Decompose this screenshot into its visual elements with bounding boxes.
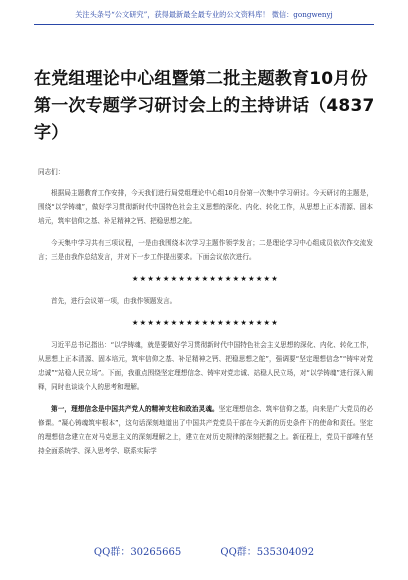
qq-group-1: QQ群：30265665 bbox=[93, 547, 182, 558]
contact-footer bbox=[0, 543, 408, 558]
document-body bbox=[38, 186, 373, 466]
star-divider: ★★★★★★★★★★★★★★★★★★★ bbox=[131, 274, 280, 283]
star-divider: ★★★★★★★★★★★★★★★★★★★ bbox=[131, 318, 280, 327]
paragraph-intro: 根据局主题教育工作安排，今天我们进行局党组理论中心组10月份第一次集中学习研讨。今天研讨的主题是，围绕“以学铸魂”，做好学习贯彻新时代中国特色社会主义思想的深化、内化、转化工作，从思想上正本清源、固本培元，筑牢信仰之基、补足精神之钙、把稳思想之舵。 bbox=[38, 189, 373, 225]
point-one-heading: 第一，理想信念是中国共产党人的精神支柱和政治灵魂。 bbox=[51, 405, 219, 413]
paragraph-agenda: 今天集中学习共有三项议程，一是由我围绕本次学习主题作领学发言；二是理论学习中心组成员依次作交流发言；三是由我作总结发言，并对下一步工作提出要求。下面会议依次进行。 bbox=[38, 239, 373, 261]
salutation: 同志们： bbox=[38, 168, 65, 176]
paragraph-quote: 习近平总书记指出：“以学铸魂，就是要做好学习贯彻新时代中国特色社会主义思想的深化、内化、转化工作，从思想上正本清源、固本培元，筑牢信仰之基、补足精神之钙、把稳思想之舵”，强调要“坚定理想信念”“铸牢对党忠诚”“站稳人民立场”。下面，我重点围绕坚定理想信念、铸牢对党忠诚、站稳人民立场，对“以学铸魂”进行深入阐释，同时也谈谈个人的思考和理解。 bbox=[38, 341, 373, 391]
document-title: 在党组理论中心组暨第二批主题教育10月份第一次专题学习研讨会上的主持讲话（4837字） bbox=[34, 69, 375, 143]
qq-group-2: QQ群：535304092 bbox=[220, 547, 315, 558]
promo-header: 关注头条号“公文研究”，获得最新最全最专业的公文资料库！ 微信：gongwenyj bbox=[34, 10, 374, 25]
paragraph-point-one bbox=[38, 402, 373, 458]
paragraph-item-one: 首先，进行会议第一项，由我作领题发言。 bbox=[51, 297, 177, 305]
point-one-text: 坚定理想信念、筑牢信仰之基，向来是广大党员的必修课。“凝心铸魂筑牢根本”，这句话深刻地道出了中国共产党党员干部在今天新的历史条件下的使命和责任。坚定的理想信念建立在对马克思主义的深刻理解之上，建立在对历史规律的深刻把握之上。新征程上，党员干部唯有坚持全面系统学、深入思考学、联系实际学 bbox=[38, 405, 374, 455]
